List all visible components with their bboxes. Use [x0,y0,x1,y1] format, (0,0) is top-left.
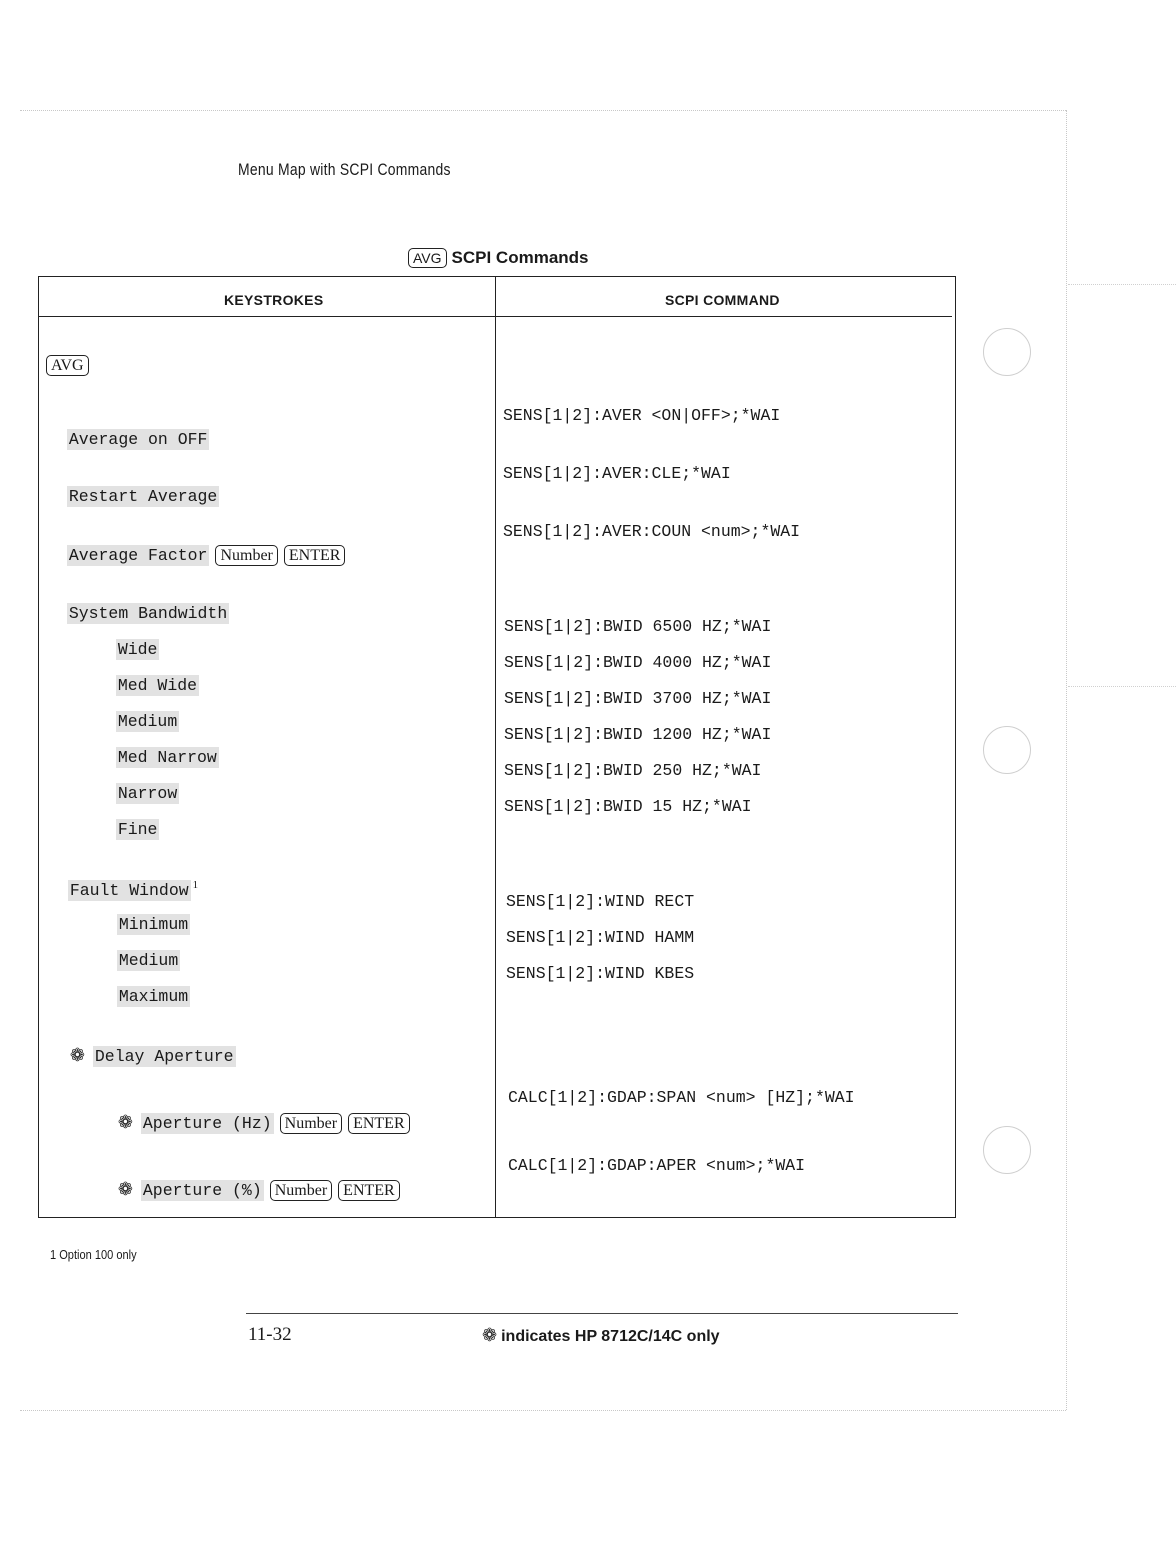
page-edge [20,1410,1066,1411]
option-only-icon: ❁ [482,1325,498,1346]
keystroke-row [47,585,229,623]
footer-rule [246,1313,958,1314]
softkey-maximum: Maximum [118,987,189,1006]
scpi-command: SENS[1|2]:WIND KBES [506,964,695,983]
footnote: 1 Option 100 only [50,1247,137,1262]
softkey-wide: Wide [117,640,158,659]
softkey-medium: Medium [117,712,178,731]
keystroke-row [47,468,219,506]
softkey-average-on-off: Average on OFF [68,430,208,449]
scpi-command: SENS[1|2]:BWID 4000 HZ;*WAI [504,653,772,672]
softkey-aperture-hz: Aperture (Hz) [142,1114,272,1133]
column-divider [495,276,496,1218]
scpi-command-header: SCPI COMMAND [665,292,780,308]
footer-note-text: indicates HP 8712C/14C only [501,1328,720,1345]
keystroke-row [96,657,199,695]
keystroke-row [97,932,180,970]
option-only-icon: ❁ [117,1179,133,1200]
scpi-command: SENS[1|2]:WIND HAMM [506,928,695,947]
option-only-icon: ❁ [69,1045,85,1066]
keystroke-row [96,621,159,659]
keystrokes-header: KEYSTROKES [224,292,324,308]
keystroke-row [98,1093,410,1134]
scpi-command: SENS[1|2]:BWID 250 HZ;*WAI [504,761,762,780]
enter-key: ENTER [348,1113,410,1134]
scpi-command: CALC[1|2]:GDAP:APER <num>;*WAI [508,1156,806,1175]
keystroke-row [98,1160,400,1201]
softkey-medium-window: Medium [118,951,179,970]
footnote-marker: 1 [192,879,199,891]
softkey-med-wide: Med Wide [117,676,198,695]
keystroke-row [50,1026,236,1066]
softkey-system-bandwidth: System Bandwidth [68,604,228,623]
softkey-restart-average: Restart Average [68,487,218,506]
softkey-minimum: Minimum [118,915,189,934]
header-divider [38,316,952,317]
keystroke-row [47,411,209,449]
scpi-command: SENS[1|2]:BWID 6500 HZ;*WAI [504,617,772,636]
page-number: 11-32 [248,1324,292,1345]
number-key: Number [280,1113,342,1134]
keystroke-row [96,801,159,839]
option-only-icon: ❁ [117,1112,133,1133]
keystroke-row [96,693,179,731]
softkey-narrow: Narrow [117,784,178,803]
scpi-command: SENS[1|2]:BWID 3700 HZ;*WAI [504,689,772,708]
scpi-command: CALC[1|2]:GDAP:SPAN <num> [HZ];*WAI [508,1088,855,1107]
tab-divider [1068,686,1176,687]
softkey-fault-window: Fault Window [69,880,189,900]
softkey-delay-aperture: Delay Aperture [94,1047,234,1066]
avg-hardkey: AVG [46,355,89,376]
number-key: Number [270,1180,332,1201]
tab-divider [1068,284,1176,285]
keystroke-row [96,729,219,767]
keystroke-row [47,526,345,566]
keystroke-row [97,896,190,934]
binder-hole [983,1126,1031,1174]
softkey-average-factor: Average Factor [68,546,208,565]
binder-hole [983,726,1031,774]
enter-key: ENTER [338,1180,400,1201]
table-title [408,248,589,268]
running-header: Menu Map with SCPI Commands [238,160,451,179]
avg-key-label: AVG [408,248,447,268]
keystroke-row [97,968,190,1006]
softkey-fine: Fine [117,820,158,839]
softkey-aperture-percent: Aperture (%) [142,1181,262,1200]
scpi-command: SENS[1|2]:BWID 1200 HZ;*WAI [504,725,772,744]
scpi-command: SENS[1|2]:AVER:CLE;*WAI [503,464,731,483]
scpi-command: SENS[1|2]:BWID 15 HZ;*WAI [504,797,752,816]
page-edge [20,110,1066,111]
binder-hole [983,328,1031,376]
number-key: Number [215,545,277,566]
enter-key: ENTER [284,545,346,566]
keystroke-row [48,860,198,900]
softkey-med-narrow: Med Narrow [117,748,217,767]
scpi-command: SENS[1|2]:AVER <ON|OFF>;*WAI [503,406,781,425]
footer-note [482,1325,720,1346]
page-edge [1066,110,1067,1410]
scpi-command: SENS[1|2]:WIND RECT [506,892,695,911]
scpi-command: SENS[1|2]:AVER:COUN <num>;*WAI [503,522,801,541]
keystroke-row [96,765,179,803]
table-title-text: SCPI Commands [451,248,589,267]
